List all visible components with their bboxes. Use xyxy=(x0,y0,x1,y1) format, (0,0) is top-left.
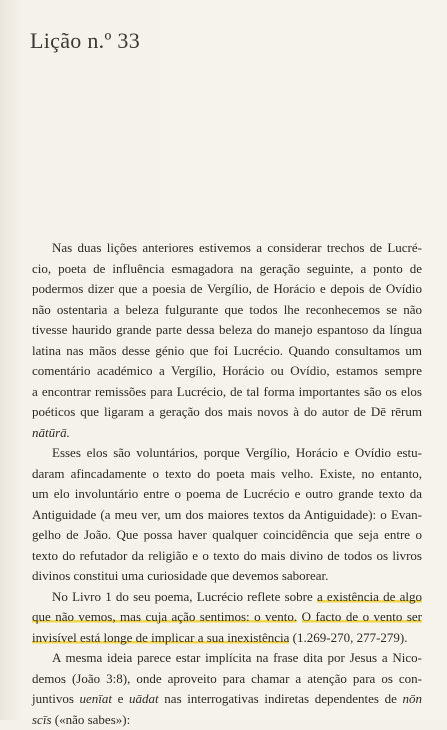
text-line xyxy=(32,689,422,710)
text-line: comentário académico a Vergílio, Horácio ou Ovídio, estamos sempre xyxy=(32,361,422,382)
highlighted-text: que não vemos, mas cuja ação sentimos: o vento. xyxy=(32,609,297,624)
highlighted-text: invisível está longe de implicar a sua inexistência xyxy=(32,630,289,645)
text-line: não ostentaria a beleza fulgurante que todos lhe reconhecemos se não xyxy=(32,300,422,321)
text-line: Antiguidade (a meu ver, um dos maiores textos da Antiguidade): o Evan- xyxy=(32,505,422,526)
text-line: cio, poeta de influência esmagadora na geração seguinte, a ponto de xyxy=(32,259,422,280)
text-span: («não sabes»): xyxy=(52,712,131,727)
text-line: podermos dizer que a poesia de Vergílio, de Horácio e depois de Ovídio xyxy=(32,279,422,300)
text-line xyxy=(32,423,422,444)
text-line: texto do refutador da religião e o texto do mais divino de todos os livros xyxy=(32,546,422,567)
text-line: Nas duas lições anteriores estivemos a considerar trechos de Lucré- xyxy=(32,238,422,259)
text-line: divinos constitui uma curiosidade que devemos saborear. xyxy=(32,566,422,587)
text-line: daram afincadamente o texto do poeta mais velho. Existe, no entanto, xyxy=(32,464,422,485)
text-line: Esses elos são voluntários, porque Vergílio, Horácio e Ovídio estu- xyxy=(32,443,422,464)
latin-title: nātūrā. xyxy=(32,425,70,440)
text-line xyxy=(32,628,422,649)
citation: (1.269-270, 277-279). xyxy=(289,630,407,645)
highlighted-text: O facto de o vento ser xyxy=(302,609,422,624)
latin-word: uādat xyxy=(129,691,159,706)
text-line: tivesse haurido grande parte dessa beleza do manejo espantoso da língua xyxy=(32,320,422,341)
text-span: juntivos xyxy=(32,691,80,706)
text-span xyxy=(297,609,301,624)
text-line: a encontrar remissões para Lucrécio, de tal forma importantes são os elos xyxy=(32,382,422,403)
paragraph-4 xyxy=(32,648,422,730)
text-line: demos (João 3:8), onde aproveito para chamar a atenção para os con- xyxy=(32,669,422,690)
latin-word: uenīat xyxy=(80,691,113,706)
paragraph-1 xyxy=(32,238,422,443)
text-line: gelho de João. Que possa haver qualquer coincidência que seja entre o xyxy=(32,525,422,546)
text-span: e xyxy=(112,691,129,706)
paragraph-2 xyxy=(32,443,422,587)
text-span: No Livro 1 do seu poema, Lucrécio reflete sobre xyxy=(52,589,317,604)
text-line xyxy=(32,587,422,608)
text-span: nas interrogativas indiretas dependentes de xyxy=(159,691,403,706)
lesson-title: Lição n.º 33 xyxy=(30,28,140,54)
latin-word: nōn xyxy=(403,691,423,706)
paragraph-3 xyxy=(32,587,422,649)
text-line: latina nas mãos desse génio que foi Lucrécio. Quando consultamos um xyxy=(32,341,422,362)
text-line: poéticos que ligaram a geração dos mais novos à do autor de Dē rērum xyxy=(32,402,422,423)
body-text xyxy=(32,238,422,730)
text-line: um elo involuntário entre o poema de Lucrécio e outro grande texto da xyxy=(32,484,422,505)
text-line xyxy=(32,607,422,628)
highlighted-text: a existência de algo xyxy=(317,589,422,604)
latin-word: scīs xyxy=(32,712,52,727)
text-line: A mesma ideia parece estar implícita na frase dita por Jesus a Nico- xyxy=(32,648,422,669)
